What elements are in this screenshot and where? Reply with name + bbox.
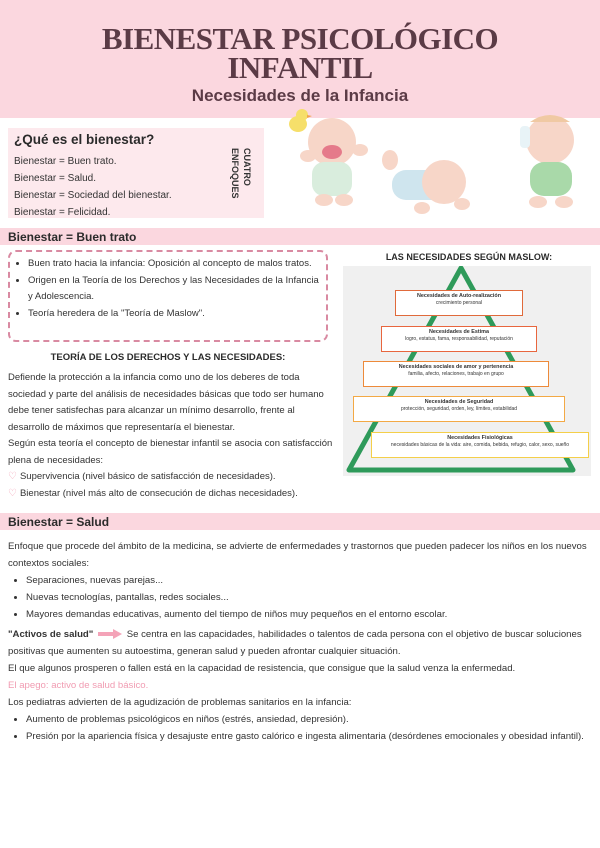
maslow-level-1 [395,290,523,316]
level-name: Necesidades de Seguridad [424,399,494,405]
section-heading: Bienestar = Buen trato [8,230,137,244]
what-item: Bienestar = Felicidad. [14,207,111,218]
buen-trato-box [8,250,328,342]
duck-icon [289,109,312,132]
resiliencia-text: El que algunos prosperen o fallen está en la capacidad de resistencia, que consigue que la salud venza la enfermedad. [8,663,516,674]
level-name: Necesidades Fisiológicas [447,435,513,441]
heart-item [8,469,338,486]
level-desc: protección, seguridad, orden, ley, límites, estabilidad [400,406,518,412]
level-desc: crecimiento personal [435,300,483,306]
section-bar-salud [0,513,600,530]
heart-item-text: Bienestar (nivel más alto de consecución de dichas necesidades). [19,487,298,499]
cuatro-enfoques-label [228,148,258,208]
maslow-pyramid [343,266,591,476]
level-name: Necesidades de Auto-realización [417,293,501,299]
salud-intro: Enfoque que procede del ámbito de la medicina, se advierte de enfermedades y trastornos que pueden padecer los niños en los nuevos contextos sociales: [8,541,587,569]
teoria-title: TEORÍA DE LOS DERECHOS Y LAS NECESIDADES: [50,352,286,363]
heart-icon: ♡ [8,487,17,499]
teoria-body [8,370,338,502]
list-item: • Presión por la apariencia física y desajuste entre gasto calórico e ingesta alimentaria (desórdenes emocionales y obesidad infantil). [26,728,592,745]
list-item: • Aumento de problemas psicológicos en niños (estrés, ansiedad, depresión). [26,711,592,728]
level-name: Necesidades sociales de amor y pertenencia [398,364,514,370]
title-line-1: BIENESTAR PSICOLÓGICO [101,21,499,56]
heart-icon: ♡ [8,471,17,482]
maslow-level-5 [371,432,589,458]
list-item: • Origen en la Teoría de los Derechos y las Necesidades de la Infancia y Adolescencia. [28,273,320,306]
section-heading: Bienestar = Salud [8,515,110,529]
arrow-right-icon [98,629,122,639]
maslow-level-3 [363,361,549,387]
activos-text: Se centra en las capacidades, habilidades o talentos de cada persona con el objetivo de buscar soluciones positivas que aumenten su autoestima, generan salud y pueden afrontar cualquier situación. [8,629,582,657]
level-desc: logro, estatus, fama, responsabilidad, reputación [405,336,513,342]
title-line-2: INFANTIL [227,50,373,85]
baby-crawling-icon [382,150,470,214]
level-desc: familia, afecto, relaciones, trabajo en grupo [408,371,504,377]
maslow-title: LAS NECESIDADES SEGÚN MASLOW: [385,252,553,262]
activos-label: "Activos de salud" [8,629,94,640]
side-label-1: CUATRO [242,148,252,186]
heart-item-text: Supervivencia (nivel básico de satisfacción de necesidades). [19,471,276,482]
side-label-2: ENFOQUES [230,148,240,199]
list-item: • Buen trato hacia la infancia: Oposición al concepto de malos tratos. [28,256,320,273]
teoria-paragraph: Defiende la protección a la infancia como uno de los deberes de toda sociedad y parte del análisis de necesidades básicas que todo ser humano debe tener satisfechas para alcanzar un mínimo desarrollo, frente al desarrollo de máximos que representaría el bienestar. [8,372,324,433]
baby-crying-icon [300,118,368,206]
list-item: • Separaciones, nuevas parejas... [26,572,592,589]
maslow-level-2 [381,326,537,352]
heart-item [8,486,338,503]
list-item: • Teoría heredera de la "Teoría de Maslow". [28,306,320,323]
section-bar-buen-trato [0,228,600,245]
what-item: Bienestar = Buen trato. [14,156,117,167]
baby-bottle-icon [520,115,574,208]
page-subtitle: Necesidades de la Infancia [191,86,409,105]
salud-section [8,538,592,745]
level-name: Necesidades de Estima [429,329,489,335]
pediatras-text: Los pediatras advierten de la agudización de problemas sanitarios en la infancia: [8,697,352,708]
what-is-wellbeing-box [8,128,264,218]
page-title [0,0,600,85]
babies-illustration [272,100,600,226]
apego-text: El apego: activo de salud básico. [8,680,149,691]
activos-paragraph [8,626,592,660]
list-item: • Mayores demandas educativas, aumento del tiempo de niños muy pequeños en el entorno escolar. [26,606,592,623]
teoria-paragraph: Según esta teoría el concepto de bienestar infantil se asocia con satisfacción plena de necesidades: [8,438,333,466]
list-item: • Nuevas tecnologías, pantallas, redes sociales... [26,589,592,606]
level-desc: necesidades básicas de la vida: aire, comida, bebida, refugio, calor, sexo, sueño [390,442,570,448]
what-heading: ¿Qué es el bienestar? [14,132,155,147]
what-item: Bienestar = Sociedad del bienestar. [14,190,172,201]
maslow-level-4 [353,396,565,422]
what-item: Bienestar = Salud. [14,173,96,184]
